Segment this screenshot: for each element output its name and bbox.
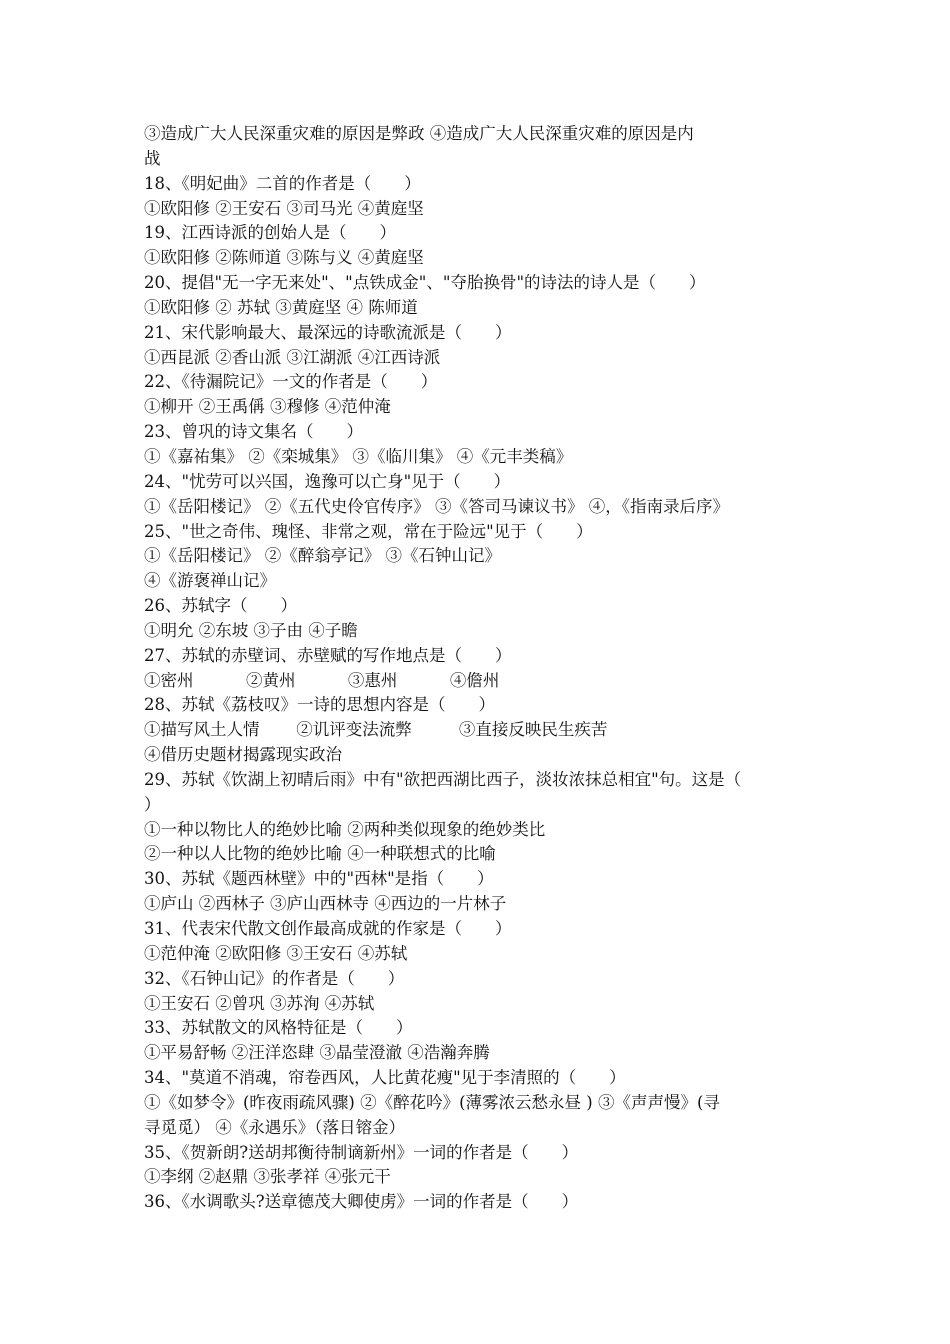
question-32: 32、《石钟山记》的作者是（ ） <box>144 968 405 988</box>
question-18: 18、《明妃曲》二首的作者是（ ） <box>144 173 421 193</box>
question-22: 22、《待漏院记》一文的作者是（ ） <box>144 372 438 392</box>
text-line: 战 <box>144 148 161 168</box>
question-36: 36、《水调歌头?送章德茂大卿使虏》一词的作者是（ ） <box>144 1192 579 1212</box>
question-20: 20、提倡"无一字无来处"、"点铁成金"、"夺胎换骨"的诗法的诗人是（ ） <box>144 273 706 293</box>
text-line: ③造成广大人民深重灾难的原因是弊政 ④造成广大人民深重灾难的原因是内 <box>144 124 694 143</box>
question-34: 34、"莫道不消魂，帘卷西风，人比黄花瘦"见于李清照的（ ） <box>144 1068 626 1088</box>
options-19: ①欧阳修 ②陈师道 ③陈与义 ④黄庭坚 <box>144 248 424 268</box>
options-27: ①密州 ②黄州 ③惠州 ④儋州 <box>144 670 500 690</box>
question-31: 31、代表宋代散文创作最高成就的作家是（ ） <box>144 919 512 938</box>
question-25: 25、"世之奇伟、瑰怪、非常之观，常在于险远"见于（ ） <box>144 521 593 541</box>
options-25: ①《岳阳楼记》 ②《醉翁亭记》 ③《石钟山记》 <box>144 546 501 566</box>
question-list <box>144 122 814 1215</box>
question-28: 28、苏轼《荔枝叹》一诗的思想内容是（ ） <box>144 695 495 715</box>
question-29: 29、苏轼《饮湖上初晴后雨》中有"欲把西湖比西子，淡妆浓抹总相宜"句。这是（ <box>144 769 742 789</box>
options-18: ①欧阳修 ②王安石 ③司马光 ④黄庭坚 <box>144 198 424 218</box>
options-21: ①西昆派 ②香山派 ③江湖派 ④江西诗派 <box>144 347 441 367</box>
options-22: ①柳开 ②王禹偁 ③穆修 ④范仲淹 <box>144 397 391 417</box>
options-33: ①平易舒畅 ②汪洋恣肆 ③晶莹澄澈 ④浩瀚奔腾 <box>144 1043 490 1063</box>
options-35: ①李纲 ②赵鼎 ③张孝祥 ④张元干 <box>144 1167 391 1187</box>
options-26: ①明允 ②东坡 ③子由 ④子瞻 <box>144 620 358 640</box>
options-28-cont: ④借历史题材揭露现实政治 <box>144 745 342 765</box>
options-28: ①描写风土人情 ②讥评变法流弊 ③直接反映民生疾苦 <box>144 720 608 740</box>
options-23: ①《嘉祐集》 ②《栾城集》 ③《临川集》 ④《元丰类稿》 <box>144 446 573 466</box>
options-24: ①《岳阳楼记》 ②《五代史伶官传序》 ③《答司马谏议书》 ④，《指南录后序》 <box>144 496 729 516</box>
question-24: 24、"忧劳可以兴国，逸豫可以亡身"见于（ ） <box>144 471 511 491</box>
question-27: 27、苏轼的赤壁词、赤壁赋的写作地点是（ ） <box>144 645 512 665</box>
question-33: 33、苏轼散文的风格特征是（ ） <box>144 1018 413 1038</box>
options-34-cont: 寻觅觅） ④《永遇乐》（落日镕金） <box>144 1117 405 1137</box>
question-29-cont: ） <box>144 794 161 814</box>
question-35: 35、《贺新朗?送胡邦衡待制谪新州》一词的作者是（ ） <box>144 1142 579 1162</box>
options-34: ①《如梦令》(昨夜雨疏风骤) ②《醉花吟》(薄雾浓云愁永昼 ) ③《声声慢》(寻 <box>144 1092 720 1112</box>
options-20: ①欧阳修 ② 苏轼 ③黄庭坚 ④ 陈师道 <box>144 297 418 317</box>
options-31: ①范仲淹 ②欧阳修 ③王安石 ④苏轼 <box>144 943 408 963</box>
options-32: ①王安石 ②曾巩 ③苏洵 ④苏轼 <box>144 993 375 1013</box>
question-26: 26、苏轼字（ ） <box>144 596 297 616</box>
options-29-cont: ②一种以人比物的绝妙比喻 ④一种联想式的比喻 <box>144 844 496 864</box>
question-19: 19、江西诗派的创始人是（ ） <box>144 223 396 243</box>
options-25-cont: ④《游褒禅山记》 <box>144 571 276 591</box>
options-30: ①庐山 ②西林子 ③庐山西林寺 ④西边的一片林子 <box>144 894 507 914</box>
options-29: ①一种以物比人的绝妙比喻 ②两种类似现象的绝妙类比 <box>144 819 546 839</box>
question-23: 23、曾巩的诗文集名（ ） <box>144 422 363 442</box>
question-30: 30、苏轼《题西林壁》中的"西林"是指（ ） <box>144 869 494 889</box>
question-21: 21、宋代影响最大、最深远的诗歌流派是（ ） <box>144 322 512 342</box>
